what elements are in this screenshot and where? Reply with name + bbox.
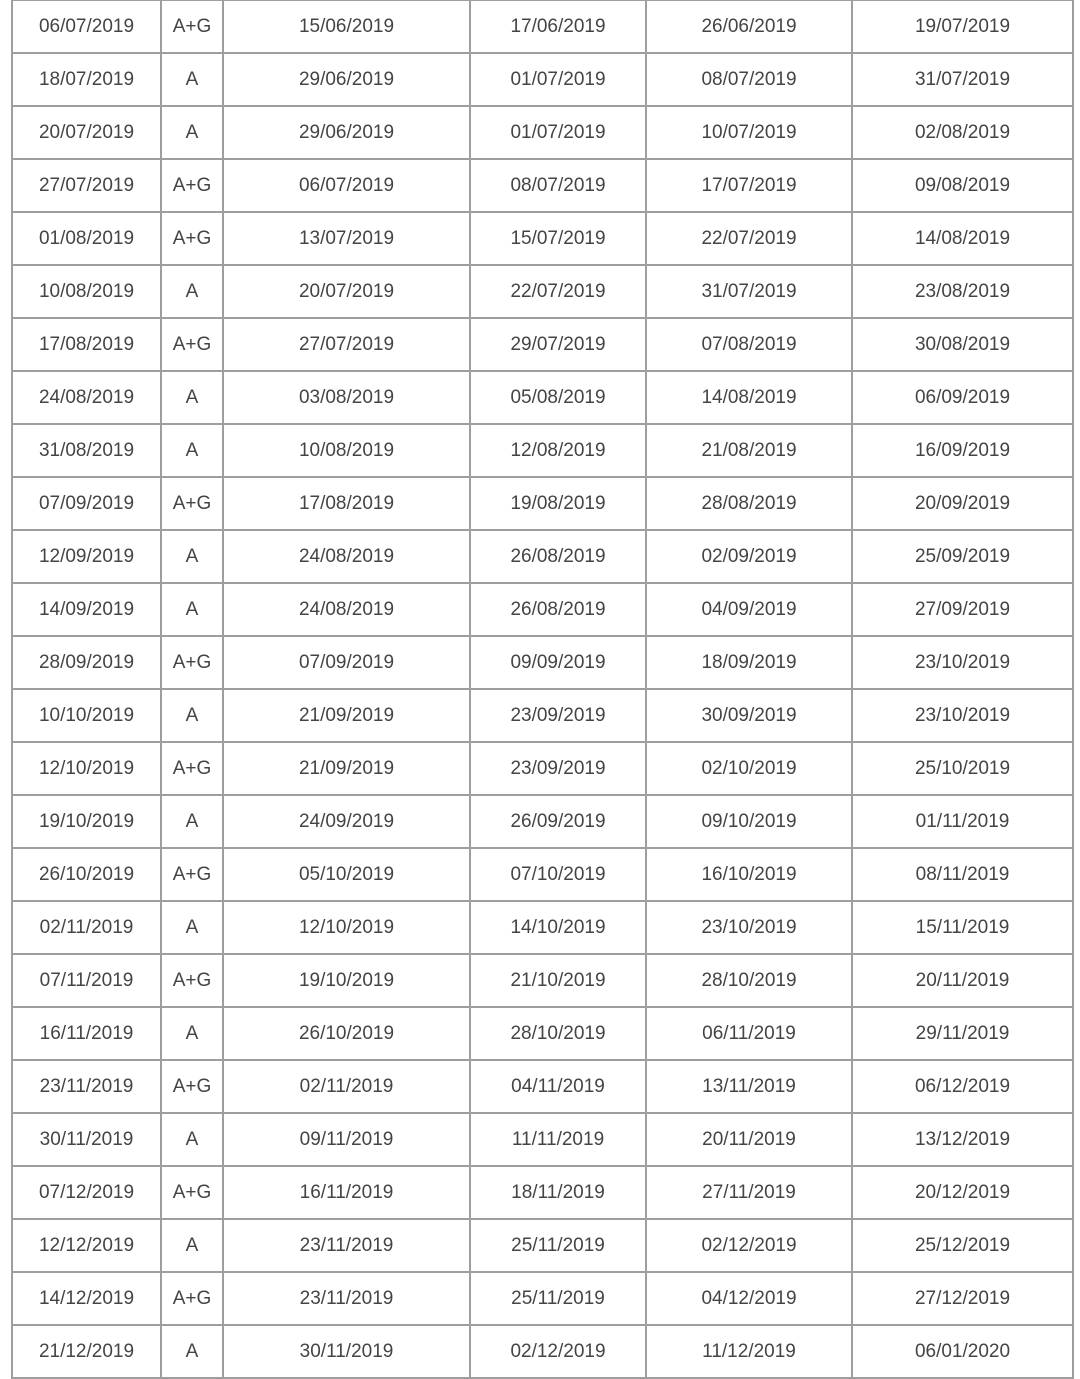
- type-cell: A: [161, 371, 223, 424]
- date-cell: 24/08/2019: [12, 371, 161, 424]
- date-cell: 26/09/2019: [470, 795, 646, 848]
- date-cell: 01/07/2019: [470, 106, 646, 159]
- date-cell: 17/08/2019: [223, 477, 470, 530]
- date-cell: 02/12/2019: [470, 1325, 646, 1378]
- date-cell: 01/07/2019: [470, 53, 646, 106]
- table-row: [12, 1060, 1073, 1113]
- date-cell: 25/09/2019: [852, 530, 1073, 583]
- date-cell: 23/10/2019: [852, 636, 1073, 689]
- type-cell: A: [161, 424, 223, 477]
- date-cell: 14/08/2019: [852, 212, 1073, 265]
- table-row: [12, 583, 1073, 636]
- table-row: [12, 1007, 1073, 1060]
- date-cell: 14/09/2019: [12, 583, 161, 636]
- date-cell: 21/08/2019: [646, 424, 852, 477]
- type-cell: A: [161, 1219, 223, 1272]
- date-cell: 31/07/2019: [852, 53, 1073, 106]
- date-cell: 16/09/2019: [852, 424, 1073, 477]
- table-row: [12, 742, 1073, 795]
- date-cell: 09/09/2019: [470, 636, 646, 689]
- date-cell: 23/10/2019: [852, 689, 1073, 742]
- type-cell: A: [161, 1325, 223, 1378]
- date-cell: 17/08/2019: [12, 318, 161, 371]
- date-cell: 31/08/2019: [12, 424, 161, 477]
- date-cell: 26/10/2019: [223, 1007, 470, 1060]
- date-cell: 10/08/2019: [12, 265, 161, 318]
- type-cell: A: [161, 901, 223, 954]
- date-cell: 17/07/2019: [646, 159, 852, 212]
- type-cell: A+G: [161, 477, 223, 530]
- type-cell: A: [161, 265, 223, 318]
- type-cell: A: [161, 795, 223, 848]
- date-cell: 15/07/2019: [470, 212, 646, 265]
- date-cell: 27/07/2019: [12, 159, 161, 212]
- date-cell: 06/11/2019: [646, 1007, 852, 1060]
- date-cell: 25/11/2019: [470, 1272, 646, 1325]
- date-cell: 21/12/2019: [12, 1325, 161, 1378]
- date-cell: 26/08/2019: [470, 530, 646, 583]
- type-cell: A: [161, 1007, 223, 1060]
- table-row: [12, 424, 1073, 477]
- date-cell: 25/11/2019: [470, 1219, 646, 1272]
- date-cell: 20/11/2019: [646, 1113, 852, 1166]
- date-cell: 28/09/2019: [12, 636, 161, 689]
- date-cell: 23/11/2019: [12, 1060, 161, 1113]
- date-cell: 21/09/2019: [223, 742, 470, 795]
- table-row: [12, 159, 1073, 212]
- type-cell: A: [161, 1113, 223, 1166]
- date-cell: 16/11/2019: [223, 1166, 470, 1219]
- date-cell: 25/12/2019: [852, 1219, 1073, 1272]
- table-row: [12, 848, 1073, 901]
- table-row: [12, 212, 1073, 265]
- date-cell: 03/08/2019: [223, 371, 470, 424]
- date-cell: 08/07/2019: [646, 53, 852, 106]
- date-cell: 10/07/2019: [646, 106, 852, 159]
- date-cell: 14/08/2019: [646, 371, 852, 424]
- date-cell: 19/10/2019: [223, 954, 470, 1007]
- date-cell: 19/10/2019: [12, 795, 161, 848]
- date-cell: 01/08/2019: [12, 212, 161, 265]
- date-cell: 11/11/2019: [470, 1113, 646, 1166]
- date-cell: 26/08/2019: [470, 583, 646, 636]
- type-cell: A: [161, 583, 223, 636]
- date-cell: 27/12/2019: [852, 1272, 1073, 1325]
- table-row: [12, 1166, 1073, 1219]
- date-cell: 17/06/2019: [470, 0, 646, 53]
- table-row: [12, 636, 1073, 689]
- date-cell: 10/08/2019: [223, 424, 470, 477]
- date-cell: 27/11/2019: [646, 1166, 852, 1219]
- table-row: [12, 106, 1073, 159]
- date-cell: 23/08/2019: [852, 265, 1073, 318]
- date-cell: 07/09/2019: [12, 477, 161, 530]
- type-cell: A: [161, 689, 223, 742]
- date-cell: 02/09/2019: [646, 530, 852, 583]
- date-cell: 07/12/2019: [12, 1166, 161, 1219]
- table-row: [12, 1219, 1073, 1272]
- date-cell: 06/09/2019: [852, 371, 1073, 424]
- table-row: [12, 53, 1073, 106]
- date-cell: 13/12/2019: [852, 1113, 1073, 1166]
- type-cell: A+G: [161, 318, 223, 371]
- type-cell: A: [161, 106, 223, 159]
- date-cell: 28/10/2019: [470, 1007, 646, 1060]
- date-cell: 29/06/2019: [223, 106, 470, 159]
- date-cell: 23/09/2019: [470, 689, 646, 742]
- date-cell: 29/07/2019: [470, 318, 646, 371]
- table-row: [12, 795, 1073, 848]
- date-cell: 29/06/2019: [223, 53, 470, 106]
- date-cell: 24/08/2019: [223, 530, 470, 583]
- date-cell: 18/07/2019: [12, 53, 161, 106]
- table-row: [12, 371, 1073, 424]
- type-cell: A+G: [161, 212, 223, 265]
- type-cell: A+G: [161, 1060, 223, 1113]
- type-cell: A+G: [161, 0, 223, 53]
- date-cell: 04/09/2019: [646, 583, 852, 636]
- type-cell: A: [161, 53, 223, 106]
- schedule-table: [11, 0, 1074, 1379]
- table-row: [12, 1113, 1073, 1166]
- date-cell: 20/12/2019: [852, 1166, 1073, 1219]
- date-cell: 02/11/2019: [223, 1060, 470, 1113]
- date-cell: 23/10/2019: [646, 901, 852, 954]
- date-cell: 07/11/2019: [12, 954, 161, 1007]
- date-cell: 22/07/2019: [470, 265, 646, 318]
- date-cell: 26/06/2019: [646, 0, 852, 53]
- table-row: [12, 0, 1073, 53]
- date-cell: 20/07/2019: [12, 106, 161, 159]
- date-cell: 04/12/2019: [646, 1272, 852, 1325]
- date-cell: 28/08/2019: [646, 477, 852, 530]
- date-cell: 22/07/2019: [646, 212, 852, 265]
- date-cell: 18/09/2019: [646, 636, 852, 689]
- date-cell: 26/10/2019: [12, 848, 161, 901]
- type-cell: A+G: [161, 1272, 223, 1325]
- date-cell: 24/08/2019: [223, 583, 470, 636]
- date-cell: 15/06/2019: [223, 0, 470, 53]
- table-row: [12, 477, 1073, 530]
- date-cell: 13/11/2019: [646, 1060, 852, 1113]
- date-cell: 12/12/2019: [12, 1219, 161, 1272]
- table-row: [12, 954, 1073, 1007]
- date-cell: 02/10/2019: [646, 742, 852, 795]
- date-cell: 20/11/2019: [852, 954, 1073, 1007]
- date-cell: 06/12/2019: [852, 1060, 1073, 1113]
- type-cell: A+G: [161, 954, 223, 1007]
- date-cell: 09/11/2019: [223, 1113, 470, 1166]
- date-cell: 23/09/2019: [470, 742, 646, 795]
- date-cell: 10/10/2019: [12, 689, 161, 742]
- date-cell: 13/07/2019: [223, 212, 470, 265]
- table-row: [12, 530, 1073, 583]
- date-cell: 28/10/2019: [646, 954, 852, 1007]
- date-cell: 31/07/2019: [646, 265, 852, 318]
- date-cell: 05/10/2019: [223, 848, 470, 901]
- type-cell: A: [161, 530, 223, 583]
- date-cell: 24/09/2019: [223, 795, 470, 848]
- date-cell: 19/08/2019: [470, 477, 646, 530]
- date-cell: 25/10/2019: [852, 742, 1073, 795]
- date-cell: 12/10/2019: [223, 901, 470, 954]
- date-cell: 30/08/2019: [852, 318, 1073, 371]
- date-cell: 09/10/2019: [646, 795, 852, 848]
- date-cell: 21/09/2019: [223, 689, 470, 742]
- date-cell: 18/11/2019: [470, 1166, 646, 1219]
- date-cell: 07/09/2019: [223, 636, 470, 689]
- date-cell: 12/10/2019: [12, 742, 161, 795]
- date-cell: 12/09/2019: [12, 530, 161, 583]
- table-row: [12, 1272, 1073, 1325]
- type-cell: A+G: [161, 1166, 223, 1219]
- date-cell: 20/09/2019: [852, 477, 1073, 530]
- date-cell: 08/07/2019: [470, 159, 646, 212]
- date-cell: 08/11/2019: [852, 848, 1073, 901]
- date-cell: 23/11/2019: [223, 1272, 470, 1325]
- date-cell: 02/11/2019: [12, 901, 161, 954]
- date-cell: 30/09/2019: [646, 689, 852, 742]
- date-cell: 21/10/2019: [470, 954, 646, 1007]
- date-cell: 04/11/2019: [470, 1060, 646, 1113]
- date-cell: 16/10/2019: [646, 848, 852, 901]
- table-row: [12, 689, 1073, 742]
- date-cell: 02/08/2019: [852, 106, 1073, 159]
- date-cell: 23/11/2019: [223, 1219, 470, 1272]
- table-row: [12, 901, 1073, 954]
- date-cell: 06/07/2019: [12, 0, 161, 53]
- date-cell: 11/12/2019: [646, 1325, 852, 1378]
- table-row: [12, 1325, 1073, 1378]
- date-cell: 12/08/2019: [470, 424, 646, 477]
- type-cell: A+G: [161, 742, 223, 795]
- date-cell: 27/09/2019: [852, 583, 1073, 636]
- date-cell: 07/08/2019: [646, 318, 852, 371]
- date-cell: 30/11/2019: [12, 1113, 161, 1166]
- date-cell: 07/10/2019: [470, 848, 646, 901]
- date-cell: 29/11/2019: [852, 1007, 1073, 1060]
- date-cell: 05/08/2019: [470, 371, 646, 424]
- table-row: [12, 265, 1073, 318]
- date-cell: 30/11/2019: [223, 1325, 470, 1378]
- type-cell: A+G: [161, 159, 223, 212]
- date-cell: 06/07/2019: [223, 159, 470, 212]
- date-cell: 01/11/2019: [852, 795, 1073, 848]
- table-body: [12, 0, 1073, 1378]
- date-cell: 20/07/2019: [223, 265, 470, 318]
- date-cell: 27/07/2019: [223, 318, 470, 371]
- date-cell: 14/10/2019: [470, 901, 646, 954]
- date-cell: 06/01/2020: [852, 1325, 1073, 1378]
- type-cell: A+G: [161, 848, 223, 901]
- date-cell: 19/07/2019: [852, 0, 1073, 53]
- date-cell: 16/11/2019: [12, 1007, 161, 1060]
- date-cell: 09/08/2019: [852, 159, 1073, 212]
- table-row: [12, 318, 1073, 371]
- date-cell: 15/11/2019: [852, 901, 1073, 954]
- date-cell: 14/12/2019: [12, 1272, 161, 1325]
- date-cell: 02/12/2019: [646, 1219, 852, 1272]
- type-cell: A+G: [161, 636, 223, 689]
